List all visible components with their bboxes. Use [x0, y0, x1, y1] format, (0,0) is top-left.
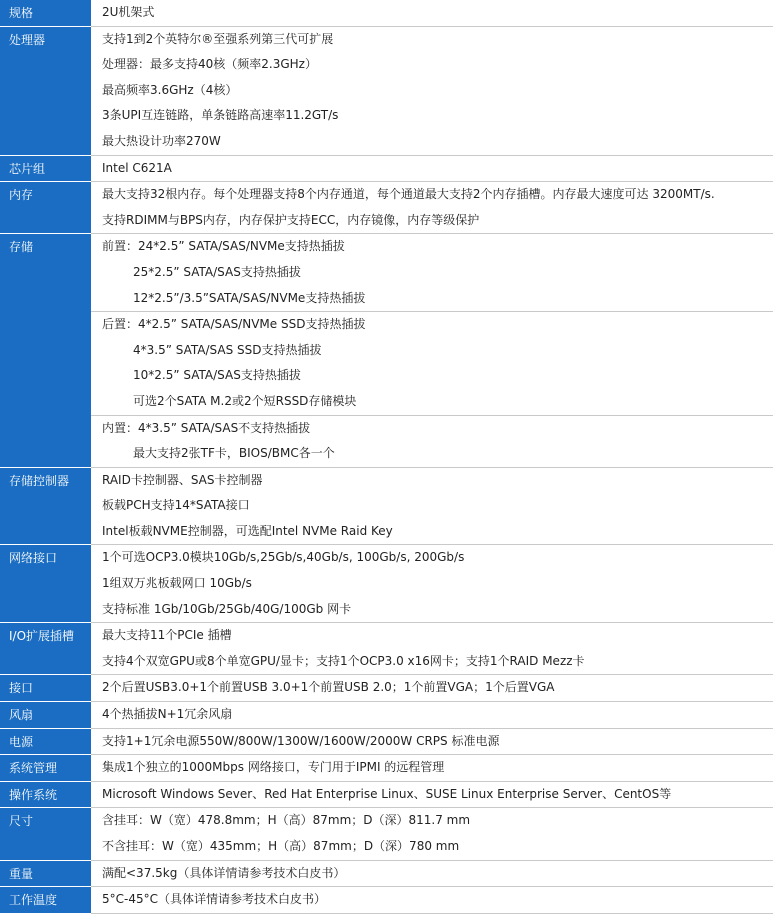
- spec-value-line: 最大热设计功率270W: [102, 133, 221, 148]
- spec-label: 电源: [0, 728, 91, 755]
- spec-value-line: 板载PCH支持14*SATA接口: [102, 498, 250, 513]
- spec-value-cell: [91, 26, 773, 155]
- spec-value-cell: [91, 702, 773, 729]
- spec-label: 存储: [0, 234, 91, 467]
- spec-value-group: [91, 808, 773, 859]
- spec-value-group: [91, 782, 773, 808]
- spec-value-line: Intel C621A: [102, 160, 172, 175]
- spec-label: 工作温度: [0, 887, 91, 914]
- spec-value-group: [91, 156, 773, 182]
- spec-row: [0, 781, 773, 808]
- spec-value-line: 处理器：最多支持40核（频率2.3GHz）: [102, 57, 317, 72]
- spec-value-line: 最大支持11个PCIe 插槽: [102, 628, 232, 643]
- spec-label: I/O扩展插槽: [0, 623, 91, 675]
- spec-value-cell: [91, 755, 773, 782]
- spec-value-cell: [91, 887, 773, 914]
- spec-value-line: 4*3.5” SATA/SAS SSD支持热插拔: [133, 342, 322, 357]
- spec-value-group: [91, 755, 773, 781]
- spec-value-cell: [91, 623, 773, 675]
- spec-value-line: 支持标准 1Gb/10Gb/25Gb/40G/100Gb 网卡: [102, 601, 352, 616]
- spec-value-group: [91, 702, 773, 728]
- spec-value-cell: [91, 675, 773, 702]
- spec-label: 尺寸: [0, 808, 91, 860]
- spec-value-group: [91, 27, 773, 155]
- spec-value-cell: [91, 234, 773, 467]
- spec-value-group: [91, 887, 773, 913]
- spec-row: [0, 675, 773, 702]
- spec-value-group: [91, 623, 773, 674]
- spec-row: [0, 182, 773, 234]
- spec-row: [0, 728, 773, 755]
- spec-value-line: 支持1+1冗余电源550W/800W/1300W/1600W/2000W CRPS 标准电源: [102, 733, 500, 748]
- spec-row: [0, 702, 773, 729]
- spec-value-cell: [91, 545, 773, 623]
- spec-value-cell: [91, 182, 773, 234]
- spec-value-group: [91, 729, 773, 755]
- spec-row: [0, 26, 773, 155]
- spec-value-cell: [91, 860, 773, 887]
- spec-row: [0, 887, 773, 914]
- spec-value-line: Microsoft Windows Sever、Red Hat Enterprise Linux、SUSE Linux Enterprise Server、CentOS等: [102, 786, 672, 801]
- spec-label: 风扇: [0, 702, 91, 729]
- spec-label: 重量: [0, 860, 91, 887]
- spec-row: [0, 467, 773, 545]
- spec-value-line: RAID卡控制器、SAS卡控制器: [102, 472, 263, 487]
- spec-value-line: 25*2.5” SATA/SAS支持热插拔: [133, 264, 301, 279]
- spec-value-line: 10*2.5” SATA/SAS支持热插拔: [133, 368, 301, 383]
- spec-row: [0, 545, 773, 623]
- spec-value-group: [91, 311, 773, 414]
- spec-value-cell: [91, 808, 773, 860]
- spec-row: [0, 155, 773, 182]
- spec-value-cell: [91, 781, 773, 808]
- spec-value-group: [91, 0, 773, 26]
- spec-value-cell: [91, 467, 773, 545]
- spec-row: [0, 0, 773, 26]
- spec-row: [0, 808, 773, 860]
- spec-value-line: 12*2.5”/3.5”SATA/SAS/NVMe支持热插拔: [133, 290, 366, 305]
- spec-row: [0, 234, 773, 467]
- spec-label: 操作系统: [0, 781, 91, 808]
- spec-label: 存储控制器: [0, 467, 91, 545]
- spec-value-line: 不含挂耳：W（宽）435mm；H（高）87mm；D（深）780 mm: [102, 839, 460, 853]
- spec-value-line: 可选2个SATA M.2或2个短RSSD存储模块: [133, 393, 357, 408]
- spec-value-line: 支持1到2个英特尔®至强系列第三代可扩展: [102, 31, 334, 46]
- spec-value-line: 前置：24*2.5” SATA/SAS/NVMe支持热插拔: [102, 239, 345, 254]
- spec-label: 规格: [0, 0, 91, 26]
- spec-value-line: 支持4个双宽GPU或8个单宽GPU/显卡；支持1个OCP3.0 x16网卡；支持1个RAID Mezz卡: [102, 653, 585, 668]
- spec-value-line: 后置：4*2.5” SATA/SAS/NVMe SSD支持热插拔: [102, 317, 366, 332]
- spec-value-line: Intel板载NVME控制器，可选配Intel NVMe Raid Key: [102, 523, 393, 538]
- spec-value-group: [91, 415, 773, 467]
- spec-value-line: 最大支持32根内存。每个处理器支持8个内存通道，每个通道最大支持2个内存插槽。内存最大速度可达 3200MT/s.: [102, 187, 715, 202]
- spec-label: 网络接口: [0, 545, 91, 623]
- spec-label: 接口: [0, 675, 91, 702]
- spec-label: 处理器: [0, 26, 91, 155]
- spec-value-line: 3条UPI互连链路，单条链路高速率11.2GT/s: [102, 108, 339, 123]
- spec-value-group: [91, 675, 773, 701]
- spec-value-line: 集成1个独立的1000Mbps 网络接口，专门用于IPMI 的远程管理: [102, 760, 445, 775]
- spec-value-line: 5°C-45°C（具体详情请参考技术白皮书）: [102, 892, 326, 907]
- spec-value-cell: [91, 0, 773, 26]
- spec-value-line: 1组双万兆板载网口 10Gb/s: [102, 576, 252, 591]
- spec-value-line: 最大支持2张TF卡，BIOS/BMC各一个: [133, 446, 335, 461]
- spec-value-line: 支持RDIMM与BPS内存，内存保护支持ECC，内存镜像，内存等级保护: [102, 212, 480, 227]
- spec-row: [0, 755, 773, 782]
- spec-label: 内存: [0, 182, 91, 234]
- spec-value-group: [91, 234, 773, 311]
- spec-value-group: [91, 861, 773, 887]
- spec-label: 芯片组: [0, 155, 91, 182]
- spec-value-line: 4个热插拔N+1冗余风扇: [102, 707, 233, 722]
- spec-value-line: 1个可选OCP3.0模块10Gb/s,25Gb/s,40Gb/s, 100Gb/s, 200Gb/s: [102, 550, 465, 565]
- spec-value-line: 2个后置USB3.0+1个前置USB 3.0+1个前置USB 2.0；1个前置VGA；1个后置VGA: [102, 680, 555, 695]
- spec-value-line: 2U机架式: [102, 5, 155, 19]
- spec-value-line: 内置：4*3.5” SATA/SAS不支持热插拔: [102, 420, 311, 435]
- spec-label: 系统管理: [0, 755, 91, 782]
- spec-value-cell: [91, 728, 773, 755]
- spec-value-group: [91, 182, 773, 233]
- spec-value-group: [91, 468, 773, 545]
- spec-value-cell: [91, 155, 773, 182]
- spec-value-line: 最高频率3.6GHz（4核）: [102, 82, 238, 97]
- spec-value-line: 满配<37.5kg（具体详情请参考技术白皮书）: [102, 865, 346, 880]
- spec-value-group: [91, 545, 773, 622]
- spec-row: [0, 623, 773, 675]
- spec-value-line: 含挂耳：W（宽）478.8mm；H（高）87mm；D（深）811.7 mm: [102, 813, 471, 828]
- spec-row: [0, 860, 773, 887]
